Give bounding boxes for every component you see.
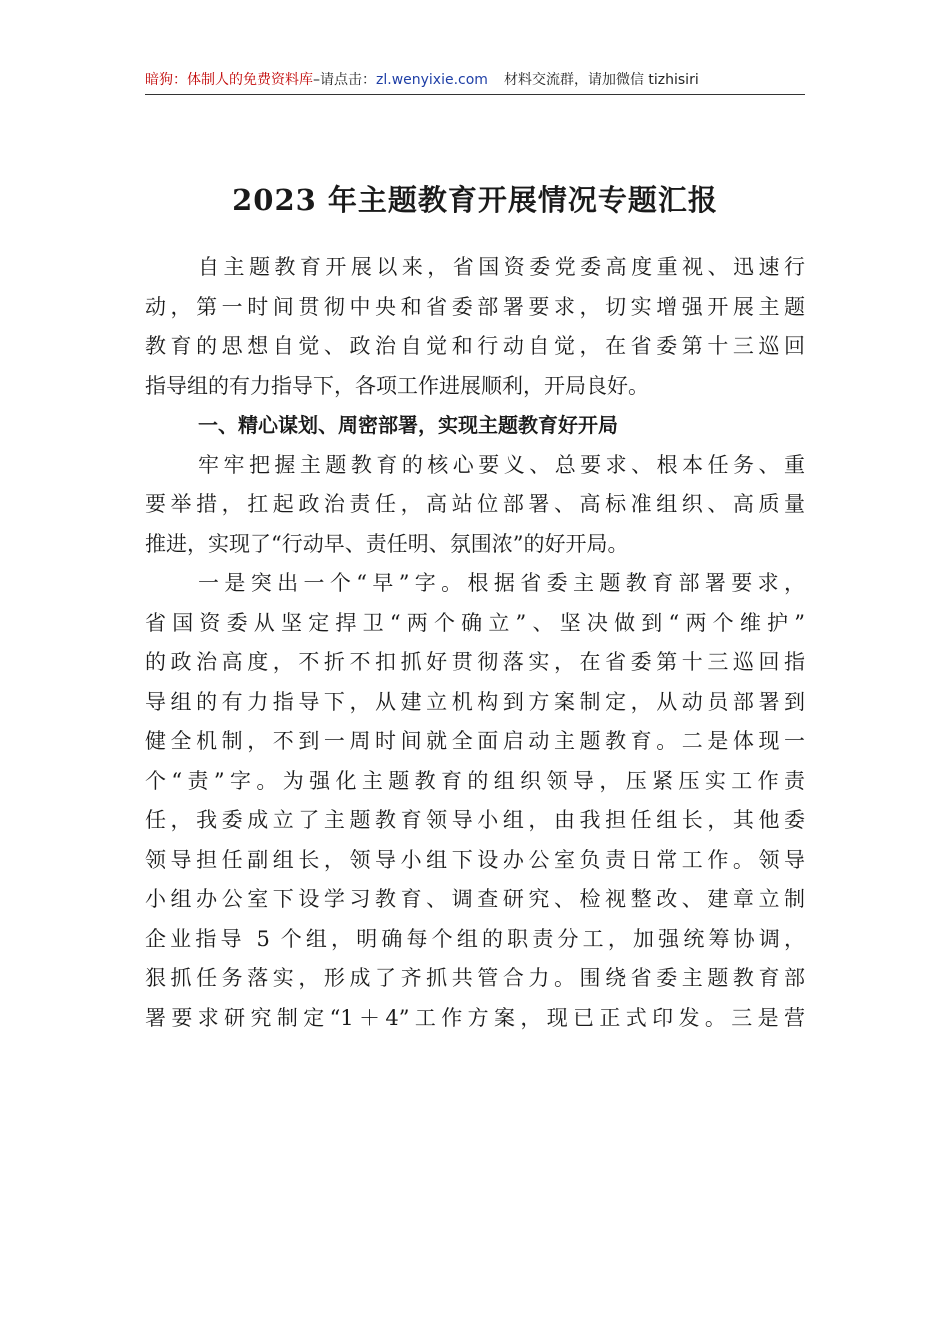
text-line: 健全机制，不到一周时间就全面启动主题教育。二是体现一 (145, 729, 805, 753)
text-line: 狠抓任务落实，形成了齐抓共管合力。围绕省委主题教育部 (145, 966, 805, 990)
text-line: 动，第一时间贯彻中央和省委部署要求，切实增强开展主题 (145, 294, 805, 319)
header-click-prompt: –请点击： (313, 72, 376, 88)
text-line: 推进，实现了“行动早、责任明、氛围浓”的好开局。 (145, 531, 629, 556)
paragraph-section1-p1 (145, 446, 805, 565)
text-line: 的政治高度，不折不扣抓好贯彻落实，在省委第十三巡回指 (145, 650, 805, 674)
text-line: 署要求研究制定“1＋4”工作方案，现已正式印发。三是营 (145, 1005, 805, 1030)
text-line: 要举措，扛起政治责任，高站位部署、高标准组织、高质量 (145, 492, 805, 516)
text-line: 指导组的有力指导下，各项工作进展顺利，开局良好。 (145, 373, 649, 398)
paragraph-section1-p2 (145, 564, 805, 1038)
text-line: 个“责”字。为强化主题教育的组织领导，压紧压实工作责 (145, 768, 805, 793)
header-link[interactable]: zl.wenyixie.com (376, 72, 488, 88)
paragraph-intro (145, 248, 805, 406)
text-line: 省国资委从坚定捍卫“两个确立”、坚决做到“两个维护” (145, 610, 805, 635)
text-line: 领导担任副组长，领导小组下设办公室负责日常工作。领导 (145, 847, 805, 872)
text-line: 自主题教育开展以来，省国资委党委高度重视、迅速行 (198, 255, 805, 279)
text-line: 企业指导 5 个组，明确每个组的职责分工，加强统筹协调， (145, 926, 805, 951)
header-site-label: 暗狗：体制人的免费资料库 (145, 72, 313, 88)
page-header (145, 66, 805, 95)
text-line: 小组办公室下设学习教育、调查研究、检视整改、建章立制 (145, 887, 805, 911)
section-heading: 一、精心谋划、周密部署，实现主题教育好开局 (198, 413, 618, 437)
document-title: 2023 年主题教育开展情况专题汇报 (232, 183, 718, 217)
text-line: 任，我委成立了主题教育领导小组，由我担任组长，其他委 (145, 808, 805, 832)
text-line: 一是突出一个“早”字。根据省委主题教育部署要求， (198, 571, 805, 595)
text-line: 教育的思想自觉、政治自觉和行动自觉，在省委第十三巡回 (145, 334, 805, 358)
text-line: 牢牢把握主题教育的核心要义、总要求、根本任务、重 (198, 452, 805, 477)
header-wechat-label: 材料交流群，请加微信 tizhisiri (503, 72, 699, 88)
text-line: 导组的有力指导下，从建立机构到方案制定，从动员部署到 (145, 689, 805, 714)
document-body (145, 248, 805, 1038)
